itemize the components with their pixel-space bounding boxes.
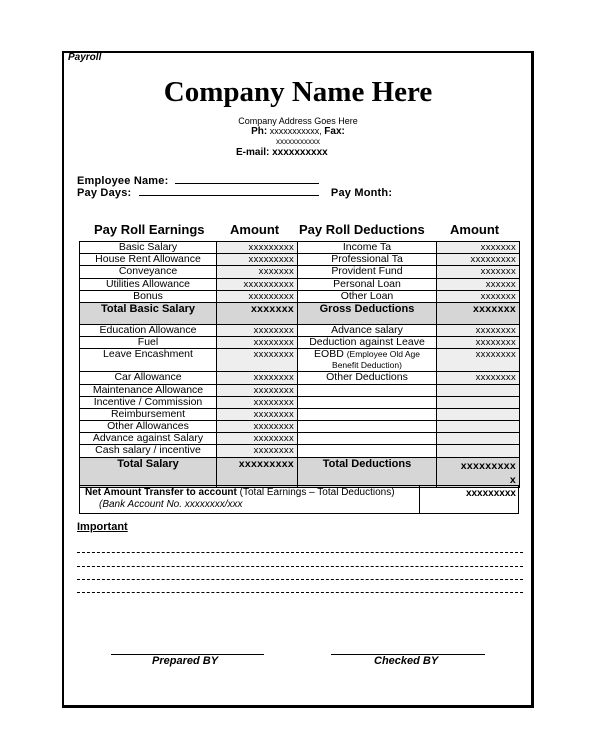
earning-amount: xxxxxxxx	[217, 324, 298, 336]
earnings-heading: Pay Roll Earnings	[94, 222, 205, 237]
deduction-label	[298, 433, 437, 445]
deduction-label	[298, 384, 437, 396]
deduction-label	[298, 408, 437, 420]
table-row	[80, 266, 520, 278]
total-basic-salary-amount: xxxxxxx	[217, 302, 298, 324]
table-row	[80, 290, 520, 302]
earning-amount: xxxxxxxxxx	[217, 278, 298, 290]
net-amount-value: xxxxxxxxx	[465, 488, 516, 499]
pay-days-row	[77, 187, 392, 199]
earning-label: Reimbursement	[80, 408, 217, 420]
earning-amount: xxxxxxxx	[217, 445, 298, 457]
deduction-amount	[437, 433, 520, 445]
phone-fax-line	[62, 126, 534, 137]
table-row	[80, 337, 520, 349]
deduction-amount: xxxxxxxx	[437, 349, 520, 372]
eobd-label: EOBD	[314, 348, 344, 361]
deduction-amount	[437, 445, 520, 457]
net-amount-divider	[419, 486, 420, 513]
gross-deductions-amount: xxxxxxx	[437, 302, 520, 324]
totals-row	[80, 457, 520, 487]
earning-label: Education Allowance	[80, 324, 217, 336]
deduction-label: Other Loan	[298, 290, 437, 302]
email-line-cut: E-mail: xxxxxxxxxx	[236, 147, 328, 158]
payroll-table	[79, 241, 520, 488]
earning-label: Advance against Salary	[80, 433, 217, 445]
deduction-amount	[437, 421, 520, 433]
total-salary-amount: xxxxxxxxx	[217, 457, 298, 487]
deduction-amount: xxxxxxx	[437, 290, 520, 302]
net-amount-note: (Total Earnings – Total Deductions)	[239, 487, 395, 498]
subtotal-row	[80, 302, 520, 324]
table-row	[80, 324, 520, 336]
table-row	[80, 254, 520, 266]
table-row	[80, 349, 520, 372]
corner-label: Payroll	[68, 52, 102, 63]
employee-name-label: Employee Name:	[77, 175, 169, 187]
table-row	[80, 445, 520, 457]
bank-account-text: (Bank Account No. xxxxxxxx/xxx	[99, 499, 243, 510]
deduction-amount: xxxxxxxx	[437, 324, 520, 336]
deduction-amount: xxxxxxx	[437, 242, 520, 254]
earning-amount: xxxxxxxxx	[217, 242, 298, 254]
table-row	[80, 372, 520, 384]
deductions-heading: Pay Roll Deductions	[299, 222, 425, 237]
deduction-label	[298, 421, 437, 433]
earning-label: Leave Encashment	[80, 349, 217, 372]
notes-line[interactable]	[77, 566, 523, 567]
eobd-note: (Employee Old Age Benefit Deduction)	[332, 349, 420, 371]
amount-heading-2: Amount	[450, 222, 500, 237]
deduction-label: Advance salary	[298, 324, 437, 336]
deduction-label: Income Ta	[298, 242, 437, 254]
fax-label: Fax:	[324, 126, 345, 137]
earning-amount: xxxxxxxx	[217, 396, 298, 408]
net-amount-text	[85, 487, 415, 511]
earning-label: Utilities Allowance	[80, 278, 217, 290]
earning-amount: xxxxxxxx	[217, 384, 298, 396]
deduction-label	[298, 349, 437, 372]
checked-by-label: Checked BY	[374, 655, 439, 667]
earning-amount: xxxxxxx	[217, 266, 298, 278]
earning-label: Cash salary / incentive	[80, 445, 217, 457]
deduction-amount	[437, 396, 520, 408]
earning-label: Incentive / Commission	[80, 396, 217, 408]
earning-amount: xxxxxxxx	[217, 421, 298, 433]
total-deductions-value: xxxxxxxxx	[460, 459, 516, 472]
employee-name-blank[interactable]	[175, 175, 319, 184]
earning-label: Fuel	[80, 337, 217, 349]
deduction-amount: xxxxxxxxx	[437, 254, 520, 266]
deduction-label: Professional Ta	[298, 254, 437, 266]
table-row	[80, 384, 520, 396]
earning-amount: xxxxxxxx	[217, 408, 298, 420]
gross-deductions-label: Gross Deductions	[298, 302, 437, 324]
earning-label: House Rent Allowance	[80, 254, 217, 266]
total-deductions-amount	[437, 457, 520, 487]
table-row	[80, 421, 520, 433]
fax-value: xxxxxxxxxxx	[276, 137, 320, 146]
table-row	[80, 278, 520, 290]
deduction-amount: xxxxxxx	[437, 266, 520, 278]
prepared-by-label: Prepared BY	[152, 655, 219, 667]
pay-month-label: Pay Month:	[330, 187, 393, 199]
company-address: Company Address Goes Here	[238, 116, 358, 126]
earning-amount: xxxxxxxx	[217, 337, 298, 349]
pay-days-label: Pay Days:	[77, 187, 132, 199]
table-row	[80, 396, 520, 408]
deduction-label: Personal Loan	[298, 278, 437, 290]
notes-line[interactable]	[77, 592, 523, 593]
important-heading: Important	[77, 521, 128, 533]
notes-line[interactable]	[77, 579, 523, 580]
table-row	[80, 242, 520, 254]
notes-line[interactable]	[77, 552, 523, 553]
earning-label: Basic Salary	[80, 242, 217, 254]
deduction-label	[298, 445, 437, 457]
pay-days-blank[interactable]	[139, 187, 319, 196]
deduction-label: Provident Fund	[298, 266, 437, 278]
table-row	[80, 408, 520, 420]
total-deductions-label: Total Deductions	[298, 457, 437, 487]
total-deductions-value-tail: x	[509, 473, 516, 486]
deduction-amount	[437, 408, 520, 420]
table-row	[80, 433, 520, 445]
earning-label: Other Allowances	[80, 421, 217, 433]
earning-label: Car Allowance	[80, 372, 217, 384]
earning-amount: xxxxxxxxx	[217, 254, 298, 266]
company-name: Company Name Here	[163, 76, 433, 108]
phone-value: xxxxxxxxxxx,	[269, 126, 322, 136]
net-amount-box	[79, 485, 519, 514]
earning-amount: xxxxxxxx	[217, 372, 298, 384]
deduction-amount	[437, 384, 520, 396]
total-basic-salary-label: Total Basic Salary	[80, 302, 217, 324]
deduction-amount: xxxxxxxx	[437, 372, 520, 384]
deduction-label: Deduction against Leave	[298, 337, 437, 349]
employee-name-row	[77, 175, 319, 187]
deduction-amount: xxxxxx	[437, 278, 520, 290]
phone-label: Ph:	[251, 126, 268, 137]
earning-amount: xxxxxxxx	[217, 349, 298, 372]
earning-label: Conveyance	[80, 266, 217, 278]
earning-label: Maintenance Allowance	[80, 384, 217, 396]
total-salary-label: Total Salary	[80, 457, 217, 487]
deduction-label: Other Deductions	[298, 372, 437, 384]
earning-amount: xxxxxxxxx	[217, 290, 298, 302]
earning-amount: xxxxxxxx	[217, 433, 298, 445]
deduction-amount: xxxxxxxx	[437, 337, 520, 349]
net-amount-label: Net Amount Transfer to account	[85, 487, 237, 498]
amount-heading-1: Amount	[230, 222, 280, 237]
earning-label: Bonus	[80, 290, 217, 302]
deduction-label	[298, 396, 437, 408]
